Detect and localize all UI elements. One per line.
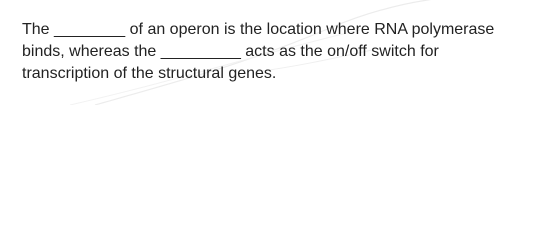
fill-in-the-blank-question (22, 19, 552, 85)
question-line-2: binds, whereas the _________ acts as the on/off switch for (22, 43, 439, 60)
question-card (0, 0, 558, 105)
question-line-3: transcription of the structural genes. (22, 65, 277, 82)
question-line-1: The ________ of an operon is the location where RNA polymerase (22, 21, 495, 38)
